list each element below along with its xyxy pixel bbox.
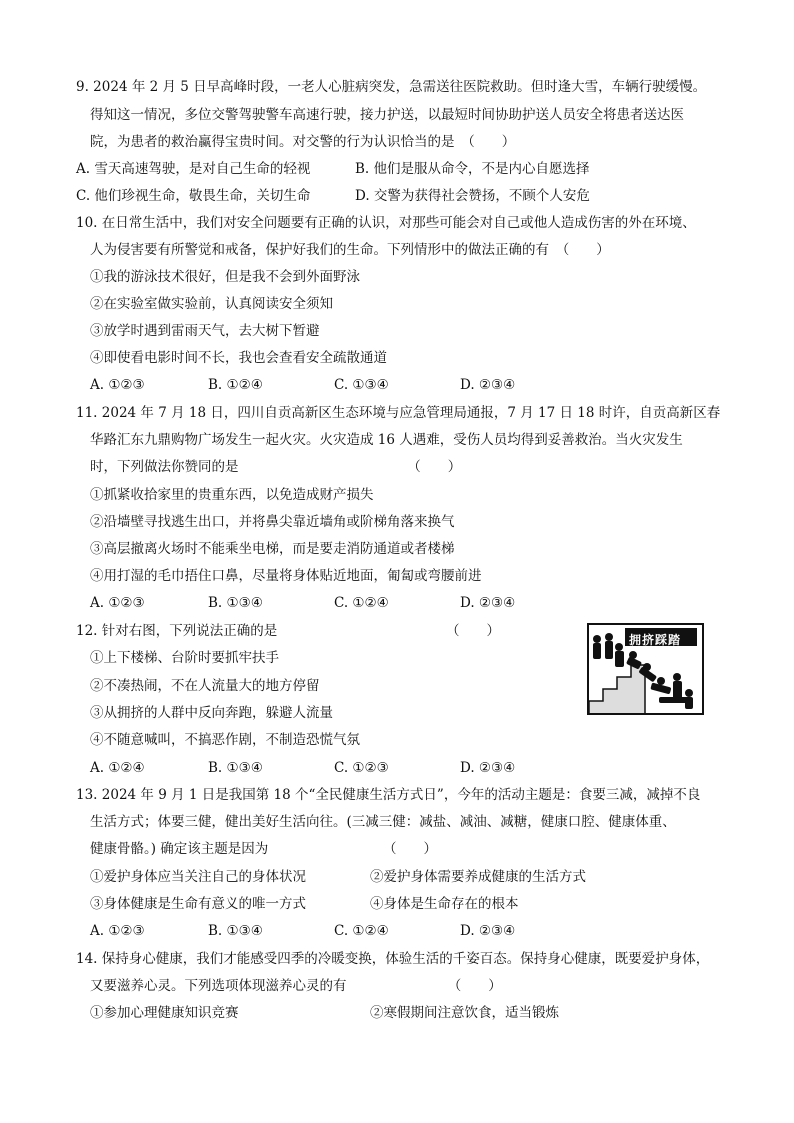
q14-item-2: ②寒假期间注意饮食，适当锻炼 [370,1005,559,1021]
staircase-shape [589,665,645,713]
q12-line-1: 12. 针对右图，下列说法正确的是 （ ） [76,623,501,639]
q13-option-c[interactable]: C. ①②④ [334,923,389,939]
q11-line-1: 11. 2024 年 7 月 18 日，四川自贡高新区生态环境与应急管理局通报，7 月 17 日 18 时许，自贡高新区春 [76,405,721,421]
q12-option-b[interactable]: B. ①③④ [208,760,263,776]
q13-line-2: 生活方式；体要三健，健出美好生活向往。(三减三健：减盐、减油、减糖，健康口腔、健康体重、 [90,814,676,830]
q12-option-a[interactable]: A. ①②④ [90,760,145,776]
q10-item-3: ③放学时遇到雷雨天气，去大树下暂避 [90,323,320,339]
q11-option-a[interactable]: A. ①②③ [90,595,145,611]
q10-option-a[interactable]: A. ①②③ [90,377,145,393]
q10-item-2: ②在实验室做实验前，认真阅读安全须知 [90,296,333,312]
q13-option-b[interactable]: B. ①③④ [208,923,263,939]
q11-item-2: ②沿墙壁寻找逃生出口，并将鼻尖靠近墙角或阶梯角落来换气 [90,514,455,530]
q14-line-2: 又要滋养心灵。下列选项体现滋养心灵的有 （ ） [90,978,502,994]
q10-line-2: 人为侵害要有所警觉和戒备，保护好我们的生命。下列情形中的做法正确的有 （ ） [90,242,610,258]
figure-label: 拥挤踩踏 [629,633,682,647]
q9-option-a[interactable]: A. 雪天高速驾驶，是对自己生命的轻视 [76,161,311,177]
q9-option-d[interactable]: D. 交警为获得社会赞扬，不顾个人安危 [355,188,590,204]
q13-line-3: 健康骨骼。) 确定该主题是因为 （ ） [90,841,438,857]
q10-item-4: ④即使看电影时间不长，我也会查看安全疏散通道 [90,350,387,366]
q14-item-1: ①参加心理健康知识竞赛 [90,1005,239,1021]
q13-option-d[interactable]: D. ②③④ [460,923,516,939]
q12-item-2: ②不凑热闹，不在人流量大的地方停留 [90,678,320,694]
q11-item-4: ④用打湿的毛巾捂住口鼻，尽量将身体贴近地面，匍匐或弯腰前进 [90,568,482,584]
q13-option-a[interactable]: A. ①②③ [90,923,145,939]
q13-item-1: ①爱护身体应当关注自己的身体状况 [90,869,306,885]
q10-line-1: 10. 在日常生活中，我们对安全问题要有正确的认识，对那些可能会对自己或他人造成伤害的外在环境、 [76,215,696,231]
q11-option-c[interactable]: C. ①②④ [334,595,389,611]
q13-item-4: ④身体是生命存在的根本 [370,896,519,912]
q11-option-b[interactable]: B. ①③④ [208,595,263,611]
q9-line-3: 院，为患者的救治赢得宝贵时间。对交警的行为认识恰当的是 （ ） [90,134,516,150]
q13-item-2: ②爱护身体需要养成健康的生活方式 [370,869,586,885]
q11-line-2: 华路汇东九鼎购物广场发生一起火灾。火灾造成 16 人遇难，受伤人员均得到妥善救治。当火灾发生 [90,432,683,448]
q12-option-d[interactable]: D. ②③④ [460,760,516,776]
q12-option-c[interactable]: C. ①②③ [334,760,389,776]
stampede-illustration [587,623,704,715]
q14-line-1: 14. 保持身心健康，我们才能感受四季的冷暖变换，体验生活的千姿百态。保持身心健康，既要爱护身体， [76,951,710,967]
q9-line-1: 9. 2024 年 2 月 5 日早高峰时段，一老人心脏病突发，急需送往医院救助。但时逢大雪，车辆行驶缓慢。 [76,79,707,95]
q9-option-b[interactable]: B. 他们是服从命令，不是内心自愿选择 [355,161,590,177]
q10-option-b[interactable]: B. ①②④ [208,377,263,393]
q11-line-3: 时，下列做法你赞同的是 （ ） [90,459,462,475]
q12-item-1: ①上下楼梯、台阶时要抓牢扶手 [90,650,279,666]
q10-item-1: ①我的游泳技术很好，但是我不会到外面野泳 [90,269,360,285]
q13-line-1: 13. 2024 年 9 月 1 日是我国第 18 个“全民健康生活方式日”，今年的活动主题是：食要三减，减掉不良 [76,787,701,803]
q11-item-3: ③高层撤离火场时不能乘坐电梯，而是要走消防通道或者楼梯 [90,541,455,557]
q9-line-2: 得知这一情况，多位交警驾驶警车高速行驶，接力护送，以最短时间协助护送人员安全将患者送达医 [90,107,684,123]
q11-item-1: ①抓紧收拾家里的贵重东西，以免造成财产损失 [90,487,374,503]
q10-option-d[interactable]: D. ②③④ [460,377,516,393]
q11-option-d[interactable]: D. ②③④ [460,595,516,611]
q13-item-3: ③身体健康是生命有意义的唯一方式 [90,896,306,912]
q10-option-c[interactable]: C. ①③④ [334,377,389,393]
q12-item-4: ④不随意喊叫，不搞恶作剧，不制造恐慌气氛 [90,732,360,748]
q12-item-3: ③从拥挤的人群中反向奔跑，躲避人流量 [90,705,333,721]
q9-option-c[interactable]: C. 他们珍视生命，敬畏生命，关切生命 [76,188,311,204]
